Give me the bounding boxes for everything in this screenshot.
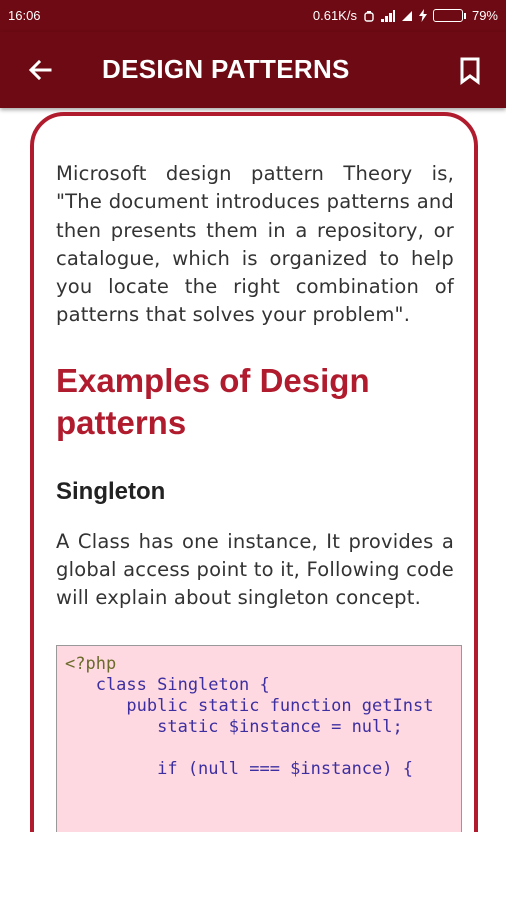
- code-line: static $instance = null;: [65, 716, 403, 737]
- app-bar: [0, 32, 506, 108]
- subsection-heading: Singleton: [56, 477, 166, 505]
- article-card: [30, 112, 478, 872]
- signal-icon-2: [401, 10, 413, 22]
- status-time: 16:06: [8, 8, 41, 23]
- code-block[interactable]: [56, 645, 462, 845]
- code-line: if (null === $instance) {: [65, 758, 413, 779]
- signal-icon: [381, 10, 395, 22]
- status-bar: [0, 0, 506, 32]
- charging-icon: [419, 9, 427, 22]
- network-speed: 0.61K/s: [312, 8, 357, 23]
- battery-icon: [433, 9, 466, 22]
- article-content: [56, 160, 454, 845]
- intro-paragraph: Microsoft design pattern Theory is, "The document introduces patterns and then presents them in a repository, or catalogue, which is organized to help you locate the right combination of patterns that solves your problem".: [56, 162, 454, 327]
- battery-percent: 79%: [471, 8, 498, 23]
- singleton-paragraph: A Class has one instance, It provides a global access point to it, Following code will explain about singleton concept.: [56, 529, 454, 610]
- code-line: class Singleton {: [65, 674, 270, 695]
- bottom-area: [0, 832, 506, 900]
- code-line: <?php: [65, 653, 117, 674]
- section-heading: Examples of Design patterns: [56, 361, 370, 441]
- code-line: public static function getInst: [65, 695, 434, 716]
- status-indicators: [313, 8, 498, 23]
- arrow-left-icon[interactable]: [24, 54, 56, 86]
- alarm-icon: [363, 10, 375, 22]
- bookmark-icon[interactable]: [454, 54, 486, 86]
- page-title: DESIGN PATTERNS: [102, 54, 350, 84]
